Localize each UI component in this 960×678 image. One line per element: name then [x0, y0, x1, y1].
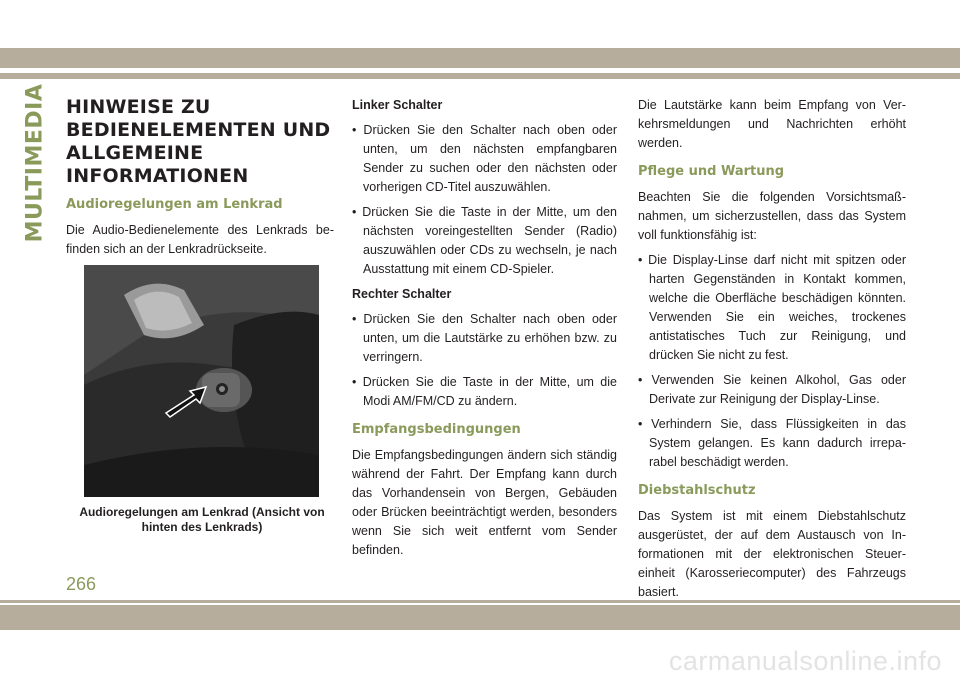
subheading-care: Pflege und Wartung — [638, 164, 785, 179]
header-band — [0, 48, 960, 68]
list-item: • Die Display-Linse darf nicht mit spitzen oder harten Gegenständen in Kontakt kommen, welche die Oberfläche beschädigen könnten. Verwenden Sie ein weiches, trockenes antistatisches Tuch zur Reinigung, und drücken Sie nicht zu fest. — [638, 253, 906, 362]
page-heading-line: INFORMATIONEN — [66, 165, 249, 187]
steering-wheel-figure — [84, 265, 319, 497]
list-item: • Verhindern Sie, dass Flüssigkeiten in das System gelangen. Es kann dadurch irreparabel beschädigt werden. — [638, 417, 906, 469]
watermark — [0, 646, 960, 678]
right-switch-label: Rechter Schalter — [352, 287, 452, 301]
volume-paragraph: Die Lautstärke kann beim Empfang von Verkehrsmeldungen und Nachrichten erhöht werden. — [638, 98, 906, 150]
figure-caption — [66, 505, 338, 535]
care-paragraph: Beachten Sie die folgenden Vorsichtsmaßnahmen, um sicherzustellen, dass das System voll funktionsfähig ist: — [638, 190, 906, 242]
header-rule — [0, 73, 960, 79]
column-3 — [638, 96, 906, 608]
list-item: • Verwenden Sie keinen Alkohol, Gas oder Derivate zur Reinigung der Display-Linse. — [638, 373, 906, 406]
column-1 — [66, 96, 334, 265]
list-item: • Drücken Sie den Schalter nach oben oder unten, um den nächsten empfangbaren Sender zu suchen oder den nächsten oder vorherigen CD-Titel auszuwählen. — [352, 123, 617, 194]
section-tab-label: MULTIMEDIA — [22, 83, 48, 243]
list-item: • Drücken Sie die Taste in der Mitte, um den nächsten voreingestellten Sender (Radio) auszuwählen oder CDs zu wechseln, je nach Ausstattung mit einem CD-Spieler. — [352, 205, 617, 276]
subheading-theft-protection: Diebstahlschutz — [638, 483, 756, 498]
steering-wheel-illustration — [84, 265, 319, 497]
subheading-reception: Empfangsbedingungen — [352, 422, 521, 437]
figure-caption-line: hinten des Lenkrads) — [141, 520, 263, 534]
audio-controls-paragraph: Die Audio-Bedienelemente des Lenkrads befinden sich an der Lenkradrückseite. — [66, 223, 334, 256]
left-switch-label: Linker Schalter — [352, 98, 443, 112]
column-2 — [352, 96, 617, 566]
theft-paragraph: Das System ist mit einem Diebstahlschutz ausgerüstet, der auf dem Austausch von Informationen mit der elektronischen Steuereinheit (Karosseriecomputer) des Fahrzeugs basiert. — [638, 509, 906, 599]
page-heading-line: HINWEISE ZU — [66, 96, 211, 118]
subheading-audio-controls: Audioregelungen am Lenkrad — [66, 197, 283, 212]
page-heading-line: ALLGEMEINE — [66, 142, 204, 164]
figure-caption-line: Audioregelungen am Lenkrad (Ansicht von — [79, 505, 325, 519]
section-tab — [22, 83, 48, 243]
footer-band — [0, 605, 960, 630]
footer-rule — [0, 600, 960, 603]
page-heading-line: BEDIENELEMENTEN UND — [66, 119, 331, 141]
page-number: 266 — [66, 574, 97, 594]
page-heading — [66, 96, 334, 188]
list-item: • Drücken Sie den Schalter nach oben oder unten, um die Lautstärke zu erhöhen bzw. zu verringern. — [352, 312, 617, 364]
watermark-text: carmanualsonline.info — [668, 646, 942, 676]
list-item: • Drücken Sie die Taste in der Mitte, um die Modi AM/FM/CD zu ändern. — [352, 375, 617, 408]
reception-paragraph: Die Empfangsbedingungen ändern sich ständig während der Fahrt. Der Empfang kann durch das Vorhandensein von Bergen, Gebäuden oder Brücken beeinträchtigt werden, besonders wenn Sie sich weit entfernt vom Sender befinden. — [352, 448, 617, 557]
